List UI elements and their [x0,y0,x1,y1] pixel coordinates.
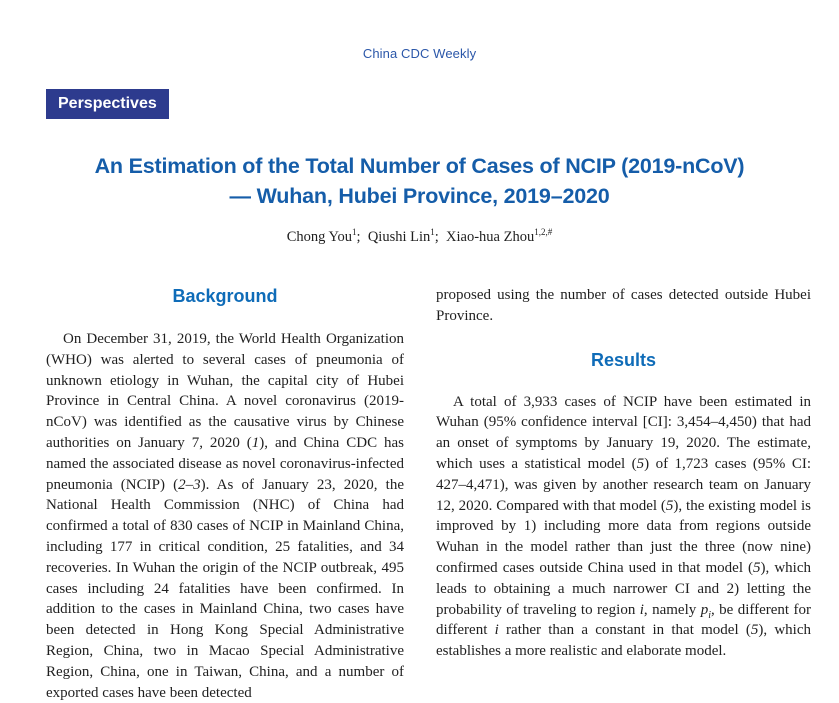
left-column [46,283,404,703]
section-badge-label: Perspectives [58,95,157,112]
continuation-paragraph: proposed using the number of cases detected outside Hubei Province. [436,287,811,324]
background-heading: Background [172,286,278,306]
journal-name: China CDC Weekly [362,46,477,61]
two-column-body [46,283,811,703]
results-heading: Results [590,349,657,370]
author-list: Chong You$^1$; Qiushi Lin$^1$; Xiao-hua Zhou$^{1,2,\#}$ [286,227,553,245]
results-paragraph: A total of 3,933 cases of NCIP have been estimated in Wuhan (95% confidence interval [CI]: 3,454–4,450) that had an onset of symptoms by January 19, 2020. The estimate, which uses a statistical model (5) of 1,723 cases (95% CI: 427–4,471), was given by another research team on January 12, 2020. Compared with that model (5), the existing model is improved by 1) including more data from regions outside Wuhan in the model rather than just the three (now nine) confirmed cases outside China used in that model (5), which leads to obtaining a much narrower CI and 2) letting the probability of traveling to region i, namely $p_i$, be different for different i rather than a constant in that model (5), which establishes a more realistic and elaborate model. [436,393,812,660]
article-title-line2: — Wuhan, Hubei Province, 2019–2020 [229,184,610,208]
right-column [436,283,811,703]
article-title-line1: An Estimation of the Total Number of Cases of NCIP (2019-nCoV) [94,154,745,178]
background-paragraph: On December 31, 2019, the World Health Organization (WHO) was alerted to several cases of pneumonia of unknown etiology in Wuhan, the capital city of Hubei Province in Central China. A novel coronavirus (2019-nCoV) was identified as the causative virus by Chinese authorities on January 7, 2020 (1), and China CDC has named the associated disease as novel coronavirus-infected pneumonia (NCIP) (2–3). As of January 23, 2020, the National Health Commission (NHC) of China had confirmed a total of 830 cases of NCIP in Mainland China, including 177 in critical condition, 25 fatalities, and 34 recoveries. In Wuhan the origin of the NCIP outbreak, 495 cases including 24 fatalities have been confirmed. In addition to the cases in Mainland China, two cases have been detected in Hong Kong Special Administrative Region, China, two in Macao Special Administrative Region, China, one in Taiwan, China, and a number of exported cases have been detected [46,331,404,701]
article-title [20,151,819,211]
section-badge [46,89,169,119]
